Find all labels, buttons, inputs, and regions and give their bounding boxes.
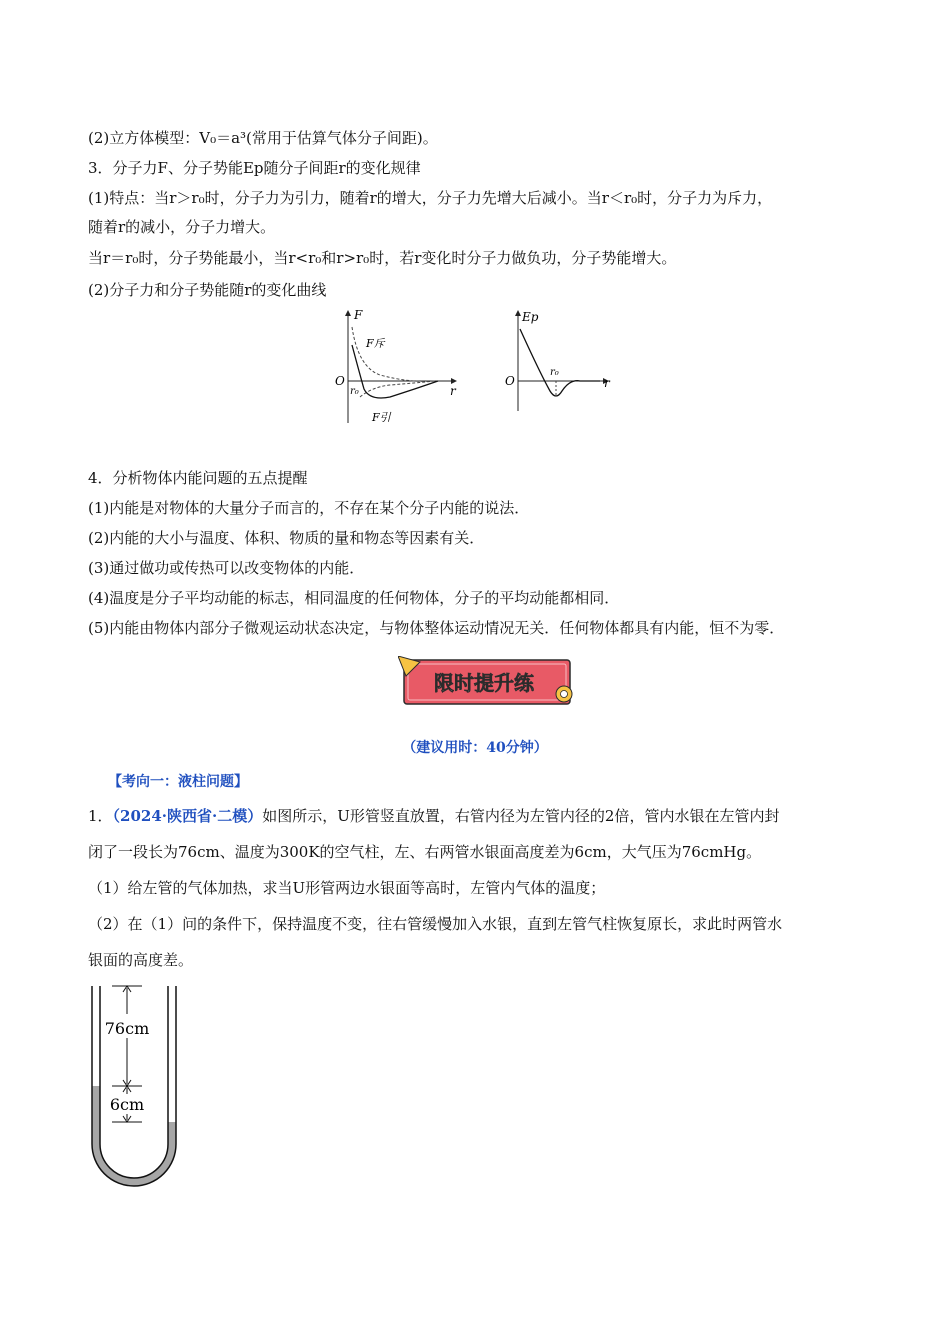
potential-energy-line: 当r＝r₀时，分子势能最小，当r<r₀和r>r₀时，若r变化时分子力做负功，分子势能增大。 [88, 249, 677, 267]
reminder-5: (5)内能由物体内部分子微观运动状态决定，与物体整体运动情况无关．任何物体都具有内能，恒不为零． [88, 619, 785, 637]
practice-banner [398, 656, 574, 708]
question-2-line-2: 银面的高度差。 [88, 951, 194, 969]
ep-x-label: r [604, 376, 610, 390]
f-axis-label: F [354, 308, 363, 322]
f-attract-label: F引 [372, 411, 391, 424]
problem-text-a: 如图所示，U形管竖直放置，右管内径为左管内径的2倍，管内水银在左管内封 [262, 807, 780, 825]
f-x-label: r [450, 384, 456, 398]
label-6cm: 6cm [109, 1095, 145, 1114]
feature-line-1: (1)特点：当r＞r₀时，分子力为引力，随着r的增大，分子力先增大后减小。当r＜r₀时，分子力为斥力， [88, 189, 773, 207]
question-1: （1）给左管的气体加热，求当U形管两边水银面等高时，左管内气体的温度； [88, 879, 606, 897]
feature-line-2: 随着r的减小，分子力增大。 [88, 218, 276, 236]
u-tube-diagram [86, 982, 186, 1187]
f-origin-label: O [335, 374, 345, 388]
banner-text: 限时提升练 [434, 671, 534, 695]
problem-number: 1． [88, 807, 113, 825]
ep-origin-label: O [505, 374, 515, 388]
potential-curve-graph [500, 305, 620, 420]
cube-model-line: (2)立方体模型：V₀＝a³(常用于估算气体分子间距)。 [88, 129, 438, 147]
force-curve-graph [330, 305, 470, 430]
section-4-title: 4．分析物体内能问题的五点提醒 [88, 469, 308, 487]
ep-axis-label: Ep [522, 310, 539, 324]
curve-heading: (2)分子力和分子势能随r的变化曲线 [88, 281, 327, 299]
reminder-1: (1)内能是对物体的大量分子而言的，不存在某个分子内能的说法． [88, 499, 530, 517]
problem-1-line-1 [88, 806, 779, 826]
problem-source: （2024·陕西省·二模） [112, 807, 263, 825]
problem-1-line-2: 闭了一段长为76cm、温度为300K的空气柱，左、右两管水银面高度差为6cm，大气压为76cmHg。 [88, 843, 762, 861]
label-76cm: 76cm [104, 1019, 150, 1038]
reminder-2: (2)内能的大小与温度、体积、物质的量和物态等因素有关． [88, 529, 485, 547]
reminder-4: (4)温度是分子平均动能的标志，相同温度的任何物体，分子的平均动能都相同． [88, 589, 620, 607]
question-2-line-1: （2）在（1）问的条件下，保持温度不变，往右管缓慢加入水银，直到左管气柱恢复原长，求此时两管水 [88, 915, 783, 933]
ep-r0-label: r₀ [550, 367, 559, 378]
time-hint: （建议用时：40分钟） [402, 740, 548, 756]
section-3-title: 3．分子力F、分子势能Ep随分子间距r的变化规律 [88, 159, 421, 177]
section-heading: 【考向一：液柱问题】 [108, 774, 248, 790]
f-r0-label: r₀ [350, 386, 359, 397]
reminder-3: (3)通过做功或传热可以改变物体的内能． [88, 559, 365, 577]
f-repulse-label: F斥 [366, 337, 385, 350]
